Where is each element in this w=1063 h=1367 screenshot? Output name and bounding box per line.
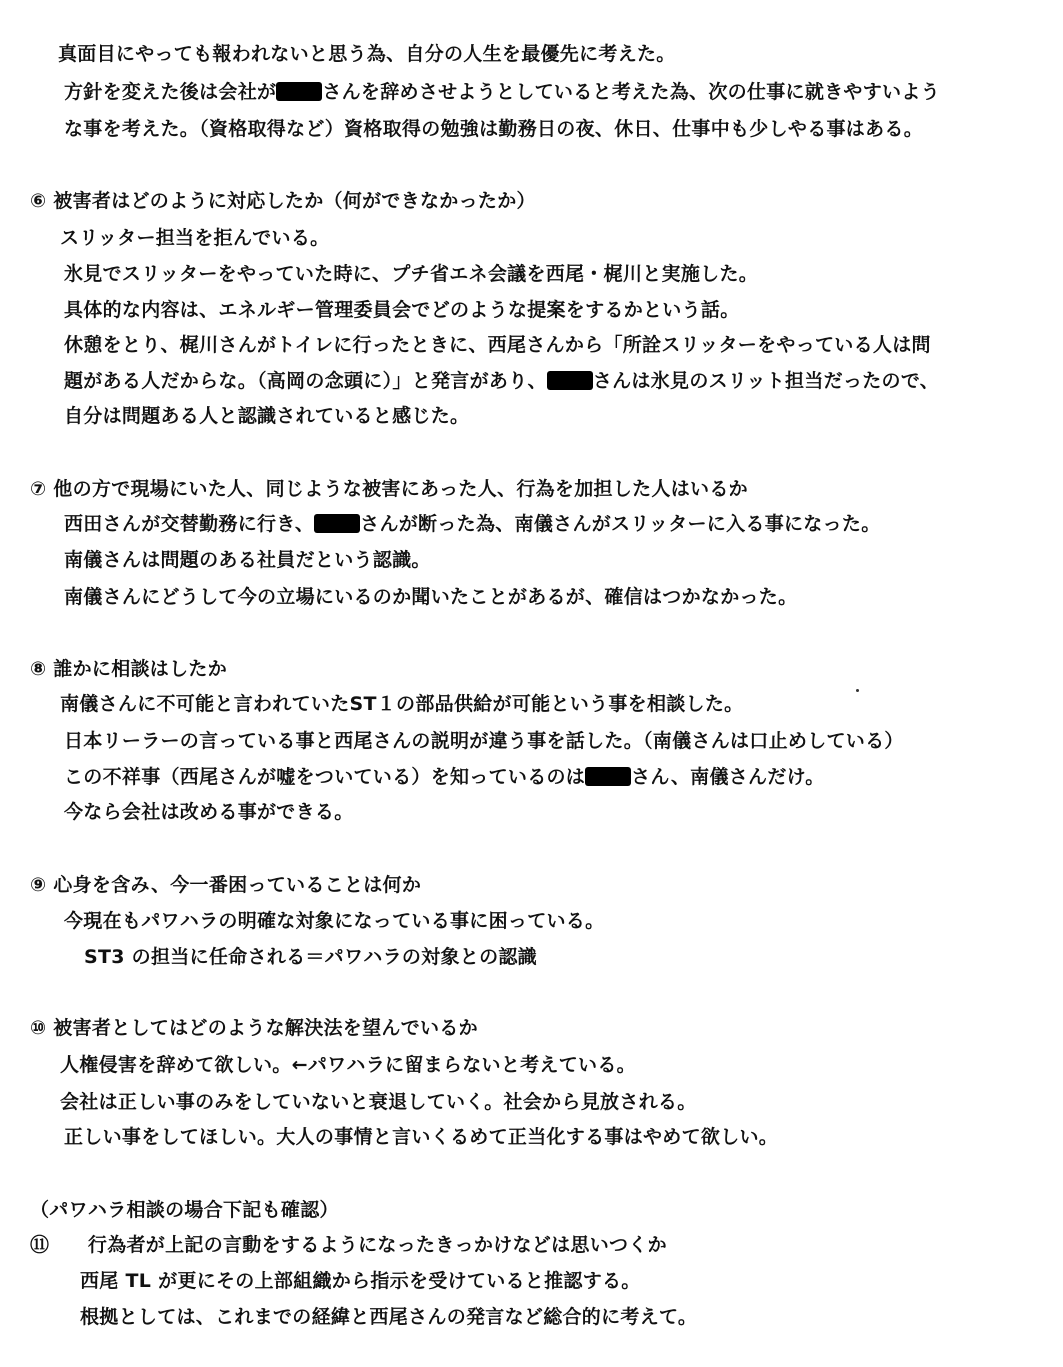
text-line-5: スリッター担当を拒んでいる。 <box>60 227 330 249</box>
text-line-12: 西田さんが交替勤務に行き、 さんが断った為、南儀さんがスリッターに入る事になった。 <box>64 513 881 535</box>
redaction-mark <box>547 371 593 390</box>
section-6-heading: ⑥ 被害者はどのように対応したか（何ができなかったか） <box>30 190 536 212</box>
text-line-7: 具体的な内容は、エネルギー管理委員会でどのような提案をするかという話。 <box>64 299 740 321</box>
text-line-25: 会社は正しい事のみをしていないと衰退していく。社会から見放される。 <box>60 1091 697 1113</box>
text-line-1: 真面目にやっても報われないと思う為、自分の人生を最優先に考えた。 <box>58 43 676 65</box>
section-10-heading: ⑩ 被害者としてはどのような解決法を望んでいるか <box>30 1017 478 1039</box>
redaction-mark <box>585 767 631 786</box>
text-line-22: ST3 の担当に任命される＝パワハラの対象との認識 <box>84 946 537 968</box>
redaction-mark <box>276 82 322 101</box>
text-line-14: 南儀さんにどうして今の立場にいるのか聞いたことがあるが、確信はつかなかった。 <box>64 586 798 608</box>
section-11-heading: ⑪ 行為者が上記の言動をするようになったきっかけなどは思いつくか <box>30 1234 667 1256</box>
redaction-mark <box>314 514 360 533</box>
power-harassment-note: （パワハラ相談の場合下記も確認） <box>30 1199 339 1221</box>
section-8-heading: ⑧ 誰かに相談はしたか <box>30 658 228 680</box>
text-line-16: 南儀さんに不可能と言われていたST１の部品供給が可能という事を相談した。 <box>60 693 744 715</box>
text-line-30: 根拠としては、これまでの経緯と西尾さんの発言など総合的に考えて。 <box>80 1306 698 1328</box>
text-line-6: 氷見でスリッターをやっていた時に、プチ省エネ会議を西尾・梶川と実施した。 <box>64 263 759 285</box>
text-line-9: 題がある人だからな。（高岡の念頭に）」と発言があり、 さんは氷見のスリット担当だったので、 <box>64 370 940 392</box>
text-line-18: この不祥事（西尾さんが嘘をついている）を知っているのは さん、南儀さんだけ。 <box>64 766 825 788</box>
text-line-24: 人権侵害を辞めて欲しい。←パワハラに留まらないと考えている。 <box>60 1054 636 1076</box>
text-line-13: 南儀さんは問題のある社員だという認識。 <box>64 549 431 571</box>
text-line-17: 日本リーラーの言っている事と西尾さんの説明が違う事を話した。（南儀さんは口止めしている） <box>64 730 904 752</box>
text-line-2: 方針を変えた後は会社が さんを辞めさせようとしていると考えた為、次の仕事に就きやすいよう <box>64 81 940 103</box>
text-line-26: 正しい事をしてほしい。大人の事情と言いくるめて正当化する事はやめて欲しい。 <box>64 1126 779 1148</box>
text-line-29: 西尾 TL が更にその上部組織から指示を受けていると推認する。 <box>80 1270 641 1292</box>
text-line-21: 今現在もパワハラの明確な対象になっている事に困っている。 <box>64 910 605 932</box>
section-9-heading: ⑨ 心身を含み、今一番困っていることは何か <box>30 874 422 896</box>
text-line-10: 自分は問題ある人と認識されていると感じた。 <box>64 405 470 427</box>
text-line-19: 今なら会社は改める事ができる。 <box>64 801 354 823</box>
text-line-3: な事を考えた。（資格取得など）資格取得の勉強は勤務日の夜、休日、仕事中も少しやる事はある。 <box>64 118 924 140</box>
section-7-heading: ⑦ 他の方で現場にいた人、同じような被害にあった人、行為を加担した人はいるか <box>30 478 748 500</box>
text-line-8: 休憩をとり、梶川さんがトイレに行ったときに、西尾さんから「所詮スリッターをやっている人は問 <box>64 334 931 356</box>
scan-speck <box>856 689 859 692</box>
